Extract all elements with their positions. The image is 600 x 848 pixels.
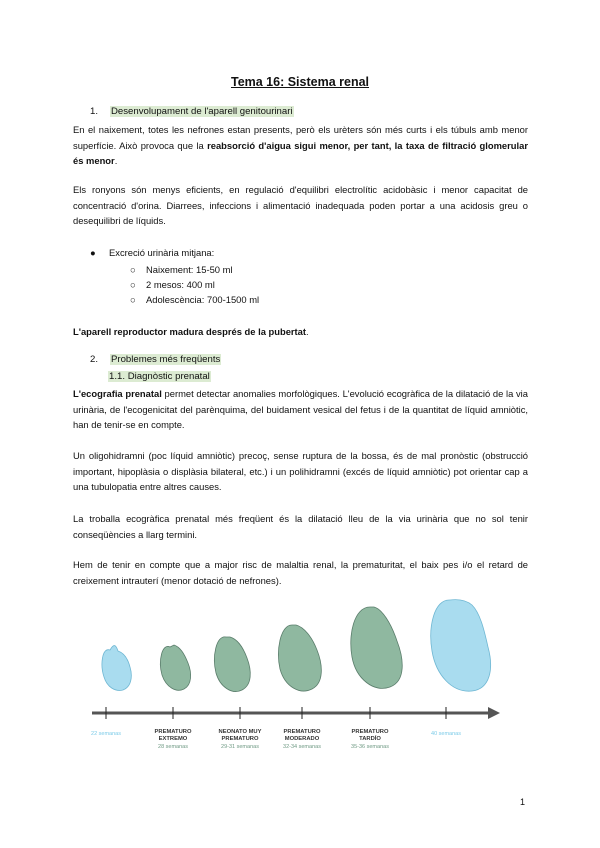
section-1-paragraph-3 [73, 324, 528, 340]
fetus-22-weeks [102, 646, 131, 691]
stage-label: NEONATO MUY [218, 729, 262, 735]
stage-weeks-label: 29-31 semanas [221, 744, 259, 750]
bold-text: reabsorció d'aigua sigui menor, per tant, la taxa de filtració glomerular és menor [73, 139, 528, 166]
bold-text: L'aparell reproductor madura després de la pubertat [73, 326, 307, 337]
subsection-number: 1.1. [109, 371, 126, 382]
stage-label: PREMATURO [154, 729, 192, 735]
stage-label: PREMATURO [221, 736, 259, 742]
fetus-32-34-weeks [279, 625, 322, 691]
circle-bullet-icon: ○ [130, 294, 136, 305]
fetus-40-weeks [431, 600, 491, 692]
section-1-number: 1. [90, 106, 99, 117]
subsection-heading [108, 371, 211, 382]
section-2-heading [90, 354, 221, 365]
sub-item-text: Naixement: 15-50 ml [146, 264, 233, 275]
section-2-paragraph-3: La troballa ecogràfica prenatal més freqüent és la dilatació lleu de la via urinària que no sol tenir conseqüències a llarg termini. [73, 513, 528, 540]
section-1-heading [90, 106, 294, 117]
sub-item [130, 278, 215, 292]
bullet-item [90, 246, 214, 260]
arrow-head-icon [488, 707, 500, 719]
paragraph-text: . [306, 326, 309, 337]
circle-bullet-icon: ○ [130, 279, 136, 290]
page-number: 1 [519, 797, 525, 807]
paragraph-text: . [114, 155, 118, 166]
sub-item [130, 263, 233, 277]
stage-label: EXTREMO [158, 736, 188, 742]
section-1-paragraph-1 [73, 122, 528, 169]
sub-item-text: Adolescència: 700-1500 ml [146, 294, 260, 305]
stage-weeks-label: 22 semanas [91, 731, 121, 737]
fetus-35-36-weeks [351, 607, 402, 688]
section-2-title: Problemes més freqüents [111, 354, 221, 365]
sub-item-text: 2 mesos: 400 ml [146, 279, 215, 290]
stage-weeks-label: 28 semanas [158, 744, 188, 750]
bold-text: L'ecografia prenatal [73, 388, 162, 399]
section-2-paragraph-2: Un oligohidramni (poc líquid amniòtic) precoç, sense ruptura de la bossa, és de mal pronòstic (obstrucció important, hipoplàsia o displàsia bilateral, etc.) i un polihidramni (excés de líquid amniòtic) pot orientar cap a una tubulopatia entre altres causes. [73, 450, 528, 492]
stage-weeks-label: 40 semanas [431, 731, 461, 737]
circle-bullet-icon: ○ [130, 264, 136, 275]
fetal-development-figure [80, 595, 520, 765]
sub-item [130, 293, 259, 307]
bullet-text: Excreció urinària mitjana: [109, 247, 215, 258]
section-1-title: Desenvolupament de l'aparell genitourinari [111, 106, 293, 117]
section-2-paragraph-4: Hem de tenir en compte que a major risc de malaltia renal, la prematuritat, el baix pes i/o el retard de creixement intrauterí (menor dotació de nefrones). [73, 559, 528, 586]
section-2-paragraph-1 [73, 386, 528, 433]
stage-weeks-label: 32-34 semanas [283, 744, 321, 750]
fetus-29-31-weeks [214, 637, 250, 692]
paragraph-text: permet detectar anomalies morfològiques. L'evolució ecogràfica de la dilatació de la via urinària, de l'ecogenicitat del parènquima, del buidament vesical del fetus i de la quantitat de líquid amniòtic, han de tenir-se en compte. [73, 388, 528, 430]
section-1-paragraph-2: Els ronyons són menys eficients, en regulació d'equilibri electrolític acidobàsic i menor capacitat de concentració d'orina. Diarrees, infeccions i alimentació inadequada poden portar a una acidosis greu o desequilibri de líquids. [73, 184, 528, 226]
stage-weeks-label: 35-36 semanas [351, 744, 389, 750]
fetus-28-weeks [160, 645, 190, 690]
paragraph-text: En el naixement, totes les nefrones estan presents, però els urèters són més curts i els túbuls amb menor superfície. Això provoca que la [73, 124, 528, 151]
subsection-title: Diagnòstic prenatal [127, 371, 210, 382]
section-2-number: 2. [90, 354, 99, 365]
stage-label: PREMATURO [283, 729, 321, 735]
bullet-dot-icon: ● [90, 247, 96, 258]
page-title: Tema 16: Sistema renal [230, 75, 370, 89]
stage-label: MODERADO [284, 736, 320, 742]
stage-label: TARDÍO [359, 736, 381, 742]
stage-label: PREMATURO [351, 729, 389, 735]
